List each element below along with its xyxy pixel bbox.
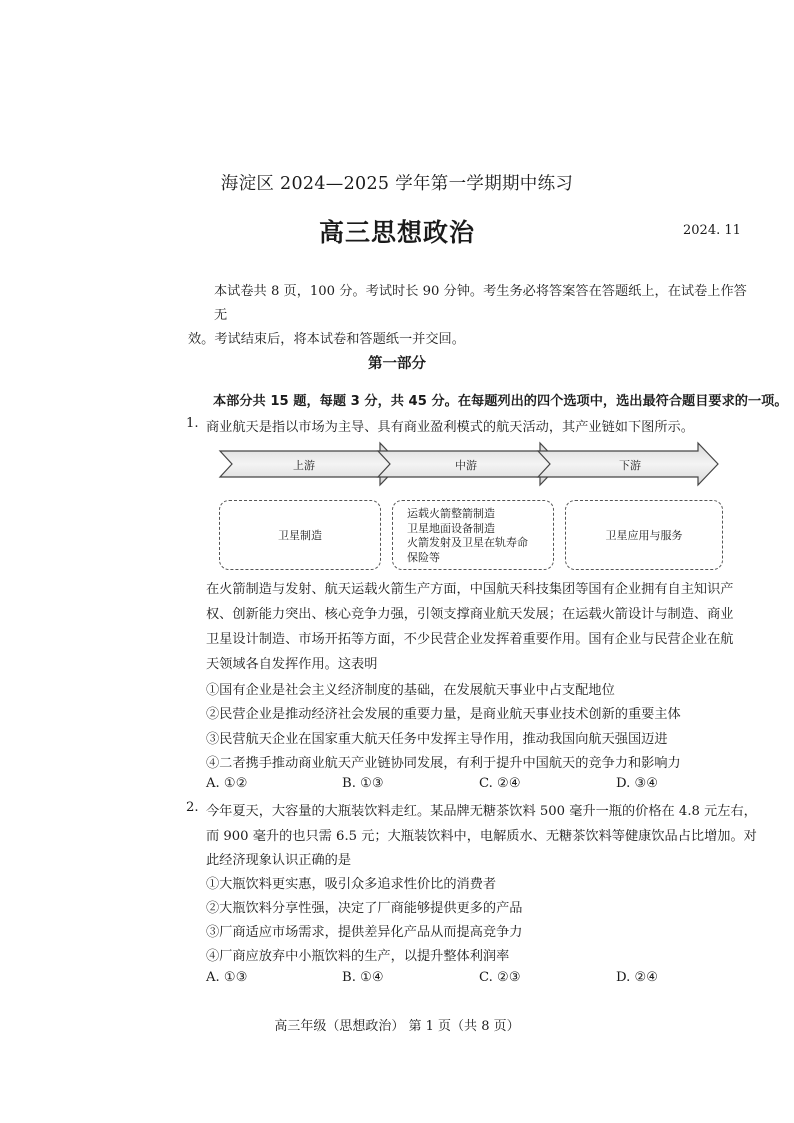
q2-passage-line: 此经济现象认识正确的是 bbox=[206, 853, 352, 868]
q1-passage-line: 在火箭制造与发射、航天运载火箭生产方面，中国航天科技集团等国有企业拥有自主知识产 bbox=[206, 582, 734, 597]
q2-statement-4: ④厂商应放弃中小瓶饮料的生产，以提升整体利润率 bbox=[206, 949, 510, 964]
downstream-box bbox=[565, 500, 723, 570]
upstream-box bbox=[219, 500, 381, 570]
question-1-stem: 商业航天是指以市场为主导、具有商业盈利模式的航天活动，其产业链如下图所示。 bbox=[206, 420, 694, 435]
midstream-item: 保险等 bbox=[407, 550, 440, 564]
q2-passage-line: 而 900 毫升的也只需 6.5 元；大瓶装饮料中，电解质水、无糖茶饮料等健康饮品占比增加。对 bbox=[206, 829, 757, 844]
q2-option-a[interactable]: A. ①③ bbox=[206, 970, 248, 985]
q1-option-a[interactable]: A. ①② bbox=[206, 776, 248, 791]
question-1-number: 1. bbox=[186, 416, 199, 431]
midstream-item: 火箭发射及卫星在轨寿命 bbox=[407, 536, 528, 550]
part-instructions: 本部分共 15 题，每题 3 分，共 45 分。在每题列出的四个选项中，选出最符合题目要求的一项。 bbox=[213, 394, 788, 409]
q2-passage-line: 今年夏天，大容量的大瓶装饮料走红。某品牌无糖茶饮料 500 毫升一瓶的价格在 4.8 元左右， bbox=[206, 804, 757, 819]
q1-statement-3: ③民营航天企业在国家重大航天任务中发挥主导作用，推动我国向航天强国迈进 bbox=[206, 732, 668, 747]
midstream-item: 运载火箭整箭制造 bbox=[407, 507, 495, 520]
q1-statement-1: ①国有企业是社会主义经济制度的基础，在发展航天事业中占支配地位 bbox=[206, 683, 615, 698]
q2-option-c[interactable]: C. ②③ bbox=[479, 970, 521, 985]
industry-chain-arrows bbox=[218, 441, 720, 487]
q2-option-b[interactable]: B. ①④ bbox=[342, 970, 384, 985]
exam-date: 2024. 11 bbox=[683, 223, 741, 238]
q2-statement-3: ③厂商适应市场需求，提供差异化产品从而提高竞争力 bbox=[206, 925, 523, 940]
notice-line-1: 本试卷共 8 页，100 分。考试时长 90 分钟。考生务必将答案答在答题纸上，在试卷上作答无 bbox=[214, 284, 747, 323]
question-2-number: 2. bbox=[186, 800, 199, 815]
exam-title: 海淀区 2024—2025 学年第一学期期中练习 bbox=[220, 174, 574, 194]
q2-statement-2: ②大瓶饮料分享性强，决定了厂商能够提供更多的产品 bbox=[206, 901, 523, 916]
page-footer: 高三年级（思想政治） 第 1 页（共 8 页） bbox=[274, 1019, 520, 1034]
q1-option-d[interactable]: D. ③④ bbox=[616, 776, 659, 791]
q2-option-d[interactable]: D. ②④ bbox=[616, 970, 659, 985]
q1-statement-2: ②民营企业是推动经济社会发展的重要力量，是商业航天事业技术创新的重要主体 bbox=[206, 707, 681, 722]
midstream-box bbox=[392, 500, 554, 570]
q2-statement-1: ①大瓶饮料更实惠，吸引众多追求性价比的消费者 bbox=[206, 877, 497, 892]
downstream-box-label: 卫星应用与服务 bbox=[605, 529, 683, 542]
stage-upstream-label: 上游 bbox=[293, 459, 315, 472]
stage-midstream-label: 中游 bbox=[455, 459, 477, 472]
part-title: 第一部分 bbox=[368, 356, 426, 372]
midstream-item: 卫星地面设备制造 bbox=[407, 521, 495, 535]
notice-line-2: 效。考试结束后，将本试卷和答题纸一并交回。 bbox=[188, 332, 465, 347]
q1-passage-line: 天领域各自发挥作用。这表明 bbox=[206, 657, 378, 672]
q1-passage-line: 卫星设计制造、市场开拓等方面，不少民营企业发挥着重要作用。国有企业与民营企业在航 bbox=[206, 632, 734, 647]
q1-statement-4: ④二者携手推动商业航天产业链协同发展，有利于提升中国航天的竞争力和影响力 bbox=[206, 756, 681, 771]
q1-option-c[interactable]: C. ②④ bbox=[479, 776, 521, 791]
exam-notice bbox=[188, 280, 758, 352]
upstream-box-label: 卫星制造 bbox=[278, 529, 322, 542]
stage-downstream-label: 下游 bbox=[619, 459, 641, 472]
q1-passage-line: 权、创新能力突出、核心竞争力强，引领支撑商业航天发展；在运载火箭设计与制造、商业 bbox=[206, 607, 734, 622]
q1-option-b[interactable]: B. ①③ bbox=[342, 776, 384, 791]
subject-title: 高三思想政治 bbox=[318, 218, 475, 247]
